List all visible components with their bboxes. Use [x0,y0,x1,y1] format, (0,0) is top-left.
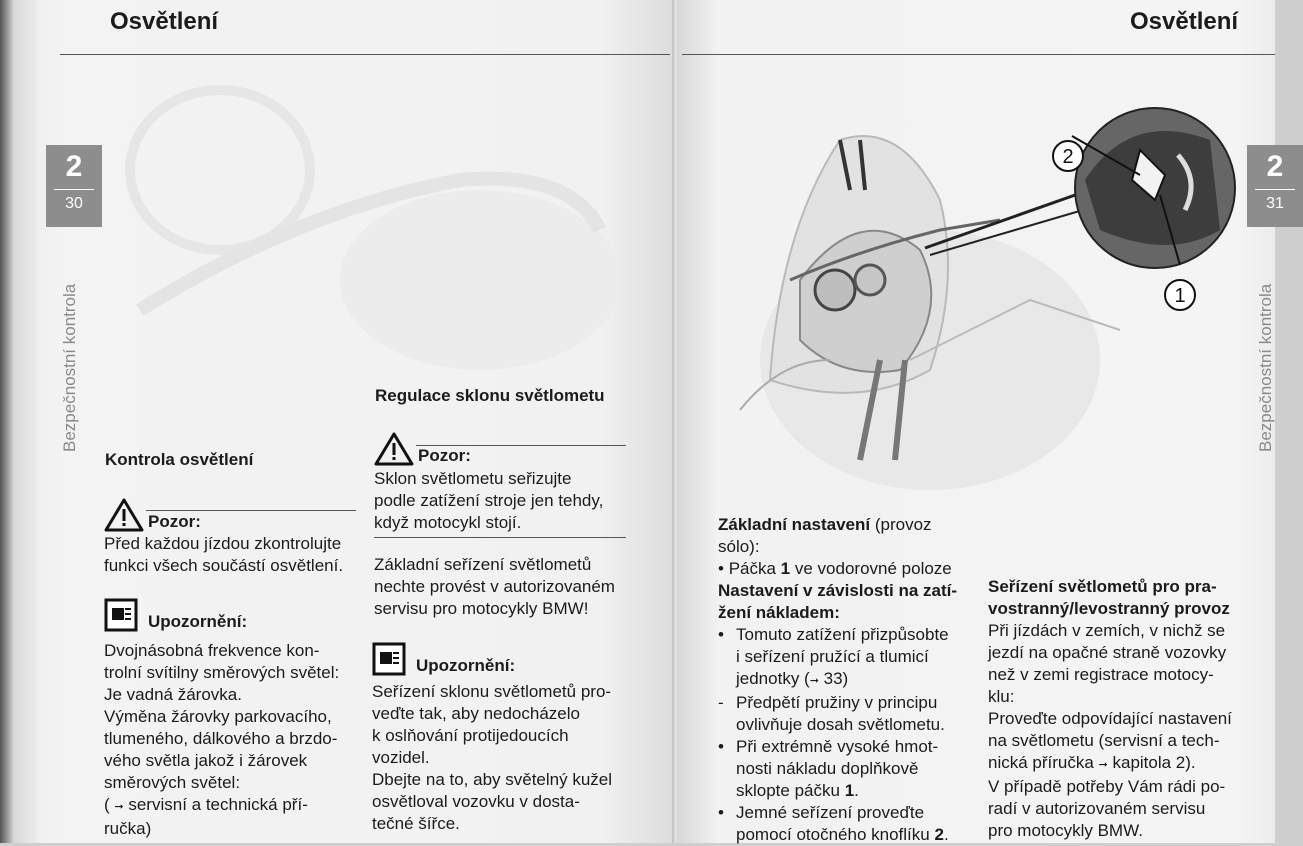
warning-end-rule [374,537,626,538]
text-line: trolní svítilny směrových světel: [104,663,340,682]
text-line [736,668,949,692]
warning-block-1 [104,498,201,532]
bullet-mark: • [718,625,724,644]
text-line: i seřízení pružící a tlumicí [736,647,929,666]
basic-setting-suffix: (provoz [870,515,932,534]
text-part: . [943,825,949,844]
traffic-side-block [988,576,1232,842]
text-line: na světlometu (servisní a tech- [988,731,1220,750]
text-line: Proveďte odpovídající nastavení [988,709,1232,728]
text-line: pro motocykly BMW. [988,821,1143,840]
text-part: nická příručka [988,753,1099,772]
chapter-number: 2 [1266,150,1284,183]
load-settings-list [718,624,949,846]
bullet-line: • Páčka 1 ve vodorovné poloze [718,559,952,578]
reference-line: ( ➞ servisní a technická pří- [104,795,308,814]
reference-arrow-icon: ➞ [1098,759,1108,771]
warning-text-2 [374,468,603,534]
header-rule-right [682,54,1275,55]
text-line: nosti nákladu doplňkově [736,759,919,778]
text-line [736,824,949,846]
page-title-right: Osvětlení [1130,8,1239,35]
text-line: osvětloval vozovku v dosta- [372,792,580,811]
bullet-mark: - [718,693,724,712]
text-line: Základní seřízení světlometů [374,555,592,574]
text-line: Sklon světlometu seřizujte [374,469,572,488]
text-line [988,752,1232,776]
bleed-through-illustration [100,60,620,390]
note-text-1 [104,640,339,840]
section-side-label-right: Bezpečnostní kontrola [1256,283,1275,452]
note-text-2 [372,681,612,835]
chapter-number: 2 [65,150,83,183]
text-part: 33) [818,669,849,688]
text-line: Tomuto zatížení přizpůsobte [736,625,949,644]
text-line: sólo): [718,537,760,556]
reference-arrow-icon: ➞ [114,801,124,813]
note-block-2 [372,642,515,676]
text-line: nechte provést v autorizovaném [374,577,615,596]
text-line: Dvojnásobná frekvence kon- [104,641,320,660]
warning-text-1 [104,533,343,577]
note-label: Upozornění: [416,656,516,675]
text-line: vého světla jakož i žárovek [104,751,308,770]
lever-number: 1 [844,781,855,800]
text-line: V případě potřeby Vám rádi po- [988,777,1226,796]
text-part: Páčka [728,559,781,578]
text-line: ručka) [104,819,152,838]
text-line: radí v autorizovaném servisu [988,799,1206,818]
chapter-tab-right [1247,145,1303,227]
text-line: veďte tak, aby nedocházelo [372,704,580,723]
note-book-icon [372,642,406,676]
header-rule-left [60,54,670,55]
text-line: když motocykl stojí. [374,513,522,532]
text-part: ve vodorovné poloze [790,559,952,578]
text-line: funkci všech součástí osvětlení. [104,556,344,575]
warning-rule [416,445,626,446]
text-part: pomocí otočného knoflíku [736,825,935,844]
basic-setting-label: Základní nastavení [718,515,871,534]
motorcycle-headlight-illustration [700,80,1245,480]
text-line: k oslňování protijedoucích [372,726,569,745]
text-line: Před každou jízdou zkontrolujte [104,534,342,553]
load-heading: Nastavení v závislosti na zatí- [718,581,958,600]
lever-number: 1 [780,559,791,578]
text-line: směrových světel: [104,773,241,792]
traffic-side-heading: Seřízení světlometů pro pra- [988,577,1217,596]
text-part: sklopte páčku [736,781,845,800]
list-item [718,692,949,736]
text-line: Při extrémně vysoké hmot- [736,737,939,756]
list-item [718,802,949,846]
text-line: Předpětí pružiny v principu [736,693,938,712]
heading-kontrola: Kontrola osvětlení [105,450,254,469]
warning-label: Pozor: [148,512,201,531]
note-block-1 [104,598,247,632]
heading-regulace: Regulace sklonu světlometu [375,386,605,405]
text-line: Výměna žárovky parkovacího, [104,707,332,726]
bullet-mark: • [718,737,724,756]
text-line: Jemné seřízení proveďte [736,803,925,822]
text-line: Dbejte na to, aby světelný kužel [372,770,613,789]
text-line: vozidel. [372,748,430,767]
reference-text: servisní a technická pří- [128,795,308,814]
page-edge-shadow [0,0,36,843]
warning-triangle-icon [104,498,144,532]
callout-label-2: 2 [1062,146,1074,168]
text-line: než v zemi registrace motocy- [988,665,1214,684]
traffic-side-heading: vostranný/levostranný provoz [988,599,1230,618]
note-book-icon [104,598,138,632]
note-label: Upozornění: [148,612,248,631]
reference-arrow-icon: ➞ [809,675,819,687]
text-part: jednotky ( [736,669,810,688]
text-line: jezdí na opačné straně vozovky [988,643,1227,662]
page-number: 30 [65,195,83,212]
basic-setting-block [718,514,957,624]
page-number: 31 [1266,195,1284,212]
knob-number: 2 [934,825,944,844]
callout-label-1: 1 [1174,285,1186,307]
chapter-tab-left [46,145,102,227]
load-heading: žení nákladem: [718,603,840,622]
text-line: Při jízdách v zemích, v nichž se [988,621,1226,640]
text-line [736,780,949,802]
text-line: servisu pro motocykly BMW! [374,599,589,618]
text-part: . [854,781,859,800]
list-item [718,624,949,692]
text-line: klu: [988,687,1015,706]
text-line: podle zatížení stroje jen tehdy, [374,491,604,510]
text-line: tečné šířce. [372,814,460,833]
warning-label: Pozor: [418,446,471,465]
text-line: Je vadná žárovka. [104,685,242,704]
text-part: kapitola 2). [1107,753,1196,772]
paragraph-basic-setting [374,554,615,620]
warning-triangle-icon [374,432,414,466]
section-side-label-left: Bezpečnostní kontrola [60,283,79,452]
text-line: Seřízení sklonu světlometů pro- [372,682,612,701]
warning-rule [146,510,356,511]
warning-block-2 [374,432,471,466]
page-title-left: Osvětlení [110,8,219,35]
text-line: ovlivňuje dosah světlometu. [736,715,945,734]
text-line: tlumeného, dálkového a brzdo- [104,729,338,748]
bullet-mark: • [718,803,724,822]
text-line [718,514,957,536]
list-item [718,736,949,802]
